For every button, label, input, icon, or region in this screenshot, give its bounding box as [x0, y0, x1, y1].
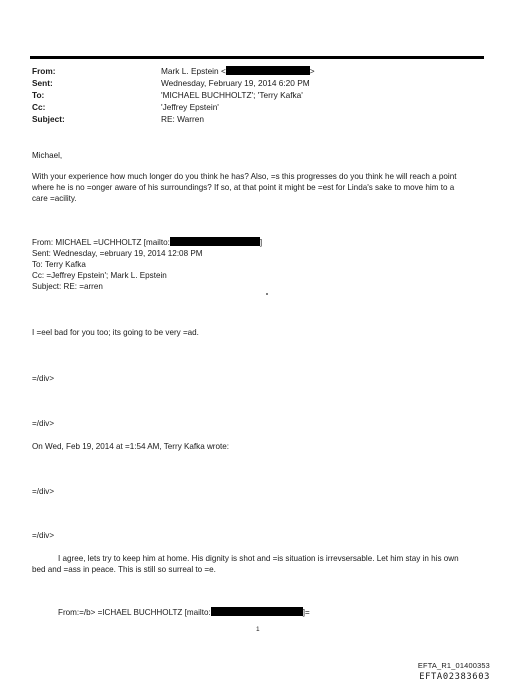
greeting: Michael,: [32, 151, 63, 160]
para1-line1: With your experience how much longer do you think he has? Also, =s this progresses do you think he will reach a point: [32, 172, 457, 181]
agree-line1: I agree, lets try to keep him at home. His dignity is shot and =is situation is irrevsersable. Let him stay in his own: [58, 554, 459, 563]
div-tag-1: =/div>: [32, 374, 55, 383]
redaction-box: [170, 237, 263, 247]
from-name: Mark L. Epstein <: [161, 66, 226, 76]
subject-label: Subject:: [32, 114, 65, 124]
efta-id: EFTA02383603: [419, 672, 490, 682]
last-from-suffix: ]=: [302, 608, 310, 617]
feel-bad-line: I =eel bad for you too; its going to be very =ad.: [32, 328, 199, 337]
page-number: 1: [256, 626, 260, 633]
sent-label: Sent:: [32, 78, 53, 88]
div-tag-2: =/div>: [32, 419, 55, 428]
header-rule: [30, 56, 484, 59]
efta-r1-id: EFTA_R1_01400353: [417, 661, 490, 670]
sent-value: Wednesday, February 19, 2014 6:20 PM: [161, 78, 310, 88]
last-from-text: From:=/b> =ICHAEL BUCHHOLTZ [mailto:: [58, 608, 211, 617]
agree-line2: bed and =ass in peace. This is still so surreal to =e.: [32, 565, 216, 574]
redaction-box: [211, 607, 303, 616]
to-value: 'MICHAEL BUCHHOLTZ'; 'Terry Kafka': [161, 90, 303, 100]
div-tag-3: =/div>: [32, 487, 55, 496]
redaction-box: [226, 66, 310, 75]
stray-dot: [266, 293, 268, 295]
from-value: [161, 66, 315, 77]
fwd-subject: Subject: RE: =arren: [32, 282, 103, 291]
fwd-sent: Sent: Wednesday, =ebruary 19, 2014 12:08 PM: [32, 249, 203, 258]
fwd-from: [32, 237, 262, 248]
cc-value: 'Jeffrey Epstein': [161, 102, 219, 112]
para1-line3: care =acility.: [32, 194, 77, 203]
fwd-from-suffix: ]: [259, 238, 263, 247]
para1-line2: where he is no =onger aware of his surroundings? If so, at that point it might be =est for Linda's sake to move him to a: [32, 183, 455, 192]
from-label: From:: [32, 66, 56, 76]
fwd-to: To: Terry Kafka: [32, 260, 86, 269]
fwd-from-text: From: MICHAEL =UCHHOLTZ [mailto:: [32, 238, 170, 247]
to-label: To:: [32, 90, 45, 100]
subject-value: RE: Warren: [161, 114, 205, 124]
div-tag-4: =/div>: [32, 531, 55, 540]
last-from: [58, 607, 310, 618]
from-suffix: >: [309, 66, 315, 76]
fwd-cc: Cc: =Jeffrey Epstein'; Mark L. Epstein: [32, 271, 167, 280]
on-wed-line: On Wed, Feb 19, 2014 at =1:54 AM, Terry Kafka wrote:: [32, 442, 229, 451]
cc-label: Cc:: [32, 102, 46, 112]
